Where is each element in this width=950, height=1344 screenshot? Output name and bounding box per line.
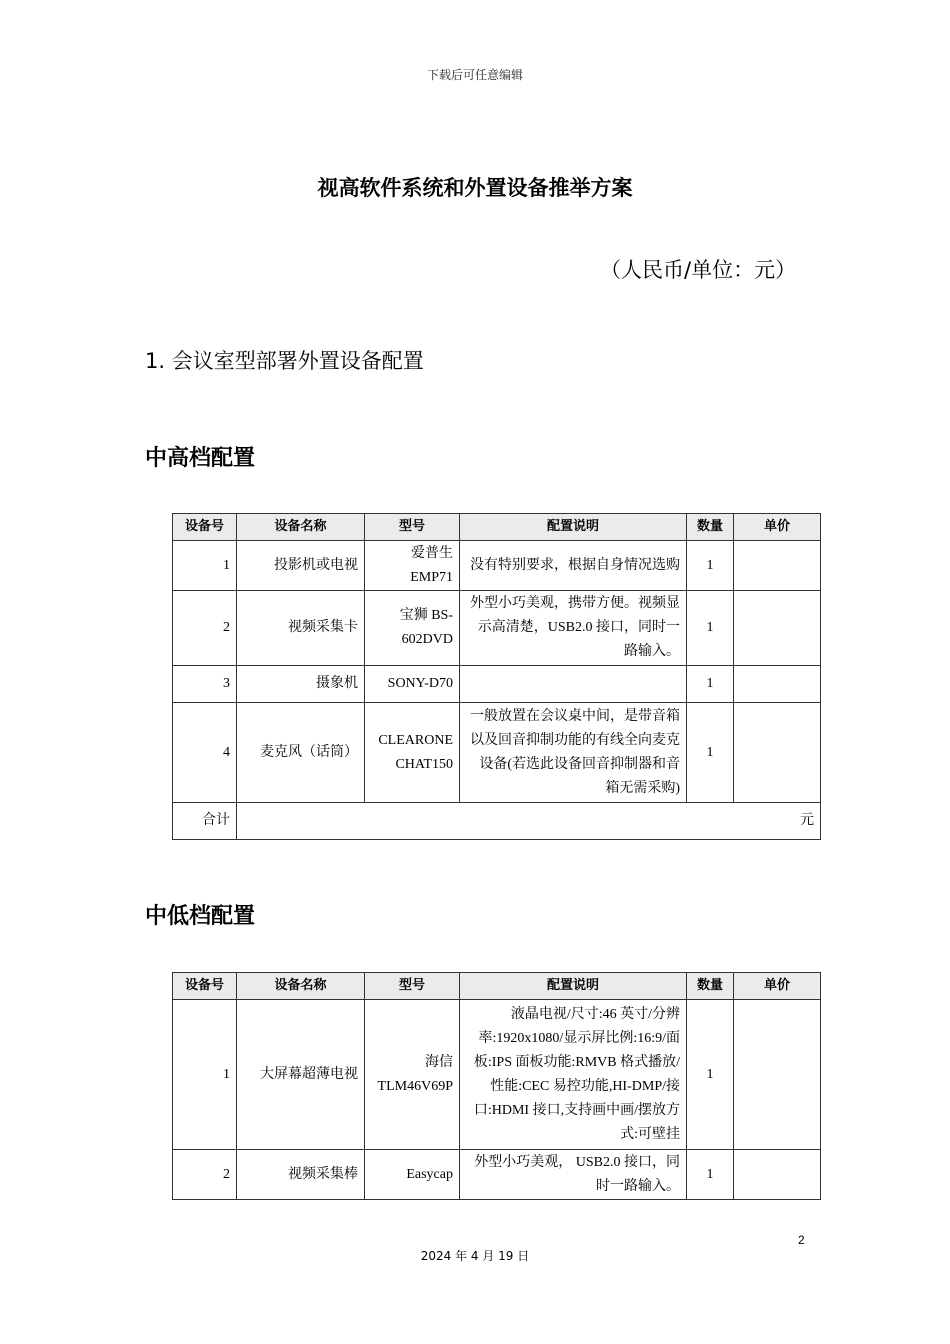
table-row [173,541,821,591]
header-quantity: 数量 [687,514,734,541]
device-name: 大屏幕超薄电视 [237,1000,365,1150]
config-desc: 没有特别要求，根据自身情况选购 [460,541,687,591]
device-name: 视频采集卡 [237,591,365,666]
quantity: 1 [687,666,734,703]
footer-date: 2024 年 4 月 19 日 [420,1249,530,1263]
total-unit: 元 [237,803,821,840]
device-no: 2 [173,591,237,666]
header-config-desc: 配置说明 [460,973,687,1000]
table-row [173,1150,821,1200]
device-name: 麦克风（话筒） [237,703,365,803]
page-number: 2 [798,1233,805,1247]
device-model: 海信 TLM46V69P [365,1000,460,1150]
device-name: 摄象机 [237,666,365,703]
unit-price [734,666,821,703]
device-no: 1 [173,541,237,591]
config-desc: 外型小巧美观， USB2.0 接口，同时一路输入。 [460,1150,687,1200]
high-config-heading: 中高档配置 [145,446,256,471]
header-device-no: 设备号 [173,514,237,541]
device-no: 1 [173,1000,237,1150]
quantity: 1 [687,1150,734,1200]
unit-price [734,1000,821,1150]
header-config-desc: 配置说明 [460,514,687,541]
device-no: 4 [173,703,237,803]
quantity: 1 [687,703,734,803]
header-model: 型号 [365,973,460,1000]
table-row [173,591,821,666]
unit-price [734,541,821,591]
header-device-name: 设备名称 [237,514,365,541]
device-name: 投影机或电视 [237,541,365,591]
header-unit-price: 单价 [734,514,821,541]
device-no: 3 [173,666,237,703]
header-note: 下载后可任意编辑 [426,68,523,82]
header-device-name: 设备名称 [237,973,365,1000]
quantity: 1 [687,591,734,666]
device-model: CLEARONE CHAT150 [365,703,460,803]
quantity: 1 [687,541,734,591]
currency-note: （人民币/单位：元） [600,258,797,282]
table-header-row [173,514,821,541]
quantity: 1 [687,1000,734,1150]
total-row [173,803,821,840]
table-row [173,703,821,803]
device-name: 视频采集棒 [237,1150,365,1200]
header-unit-price: 单价 [734,973,821,1000]
unit-price [734,703,821,803]
total-label: 合计 [173,803,237,840]
device-model: 爱普生 EMP71 [365,541,460,591]
config-desc: 液晶电视/尺寸:46 英寸/分辨率:1920x1080/显示屏比例:16:9/面板:IPS 面板功能:RMVB 格式播放/性能:CEC 易控功能,HI-DMP/接口:HDMI 接口,支持画中画/摆放方式:可壁挂 [460,1000,687,1150]
table-row [173,1000,821,1150]
low-config-table [172,972,821,1200]
device-model: SONY-D70 [365,666,460,703]
header-device-no: 设备号 [173,973,237,1000]
device-no: 2 [173,1150,237,1200]
header-model: 型号 [365,514,460,541]
low-config-heading: 中低档配置 [145,904,256,929]
device-model: 宝狮 BS-602DVD [365,591,460,666]
unit-price [734,1150,821,1200]
device-model: Easycap [365,1150,460,1200]
config-desc: 一般放置在会议桌中间，是带音箱以及回音抑制功能的有线全向麦克设备(若选此设备回音抑制器和音箱无需采购) [460,703,687,803]
section-heading: 1. 会议室型部署外置设备配置 [145,349,424,373]
config-desc [460,666,687,703]
high-config-table [172,513,821,840]
table-row [173,666,821,703]
header-quantity: 数量 [687,973,734,1000]
document-title: 视高软件系统和外置设备推举方案 [317,176,633,200]
table-header-row [173,973,821,1000]
config-desc: 外型小巧美观，携带方便。视频显示高清楚，USB2.0 接口，同时一路输入。 [460,591,687,666]
unit-price [734,591,821,666]
